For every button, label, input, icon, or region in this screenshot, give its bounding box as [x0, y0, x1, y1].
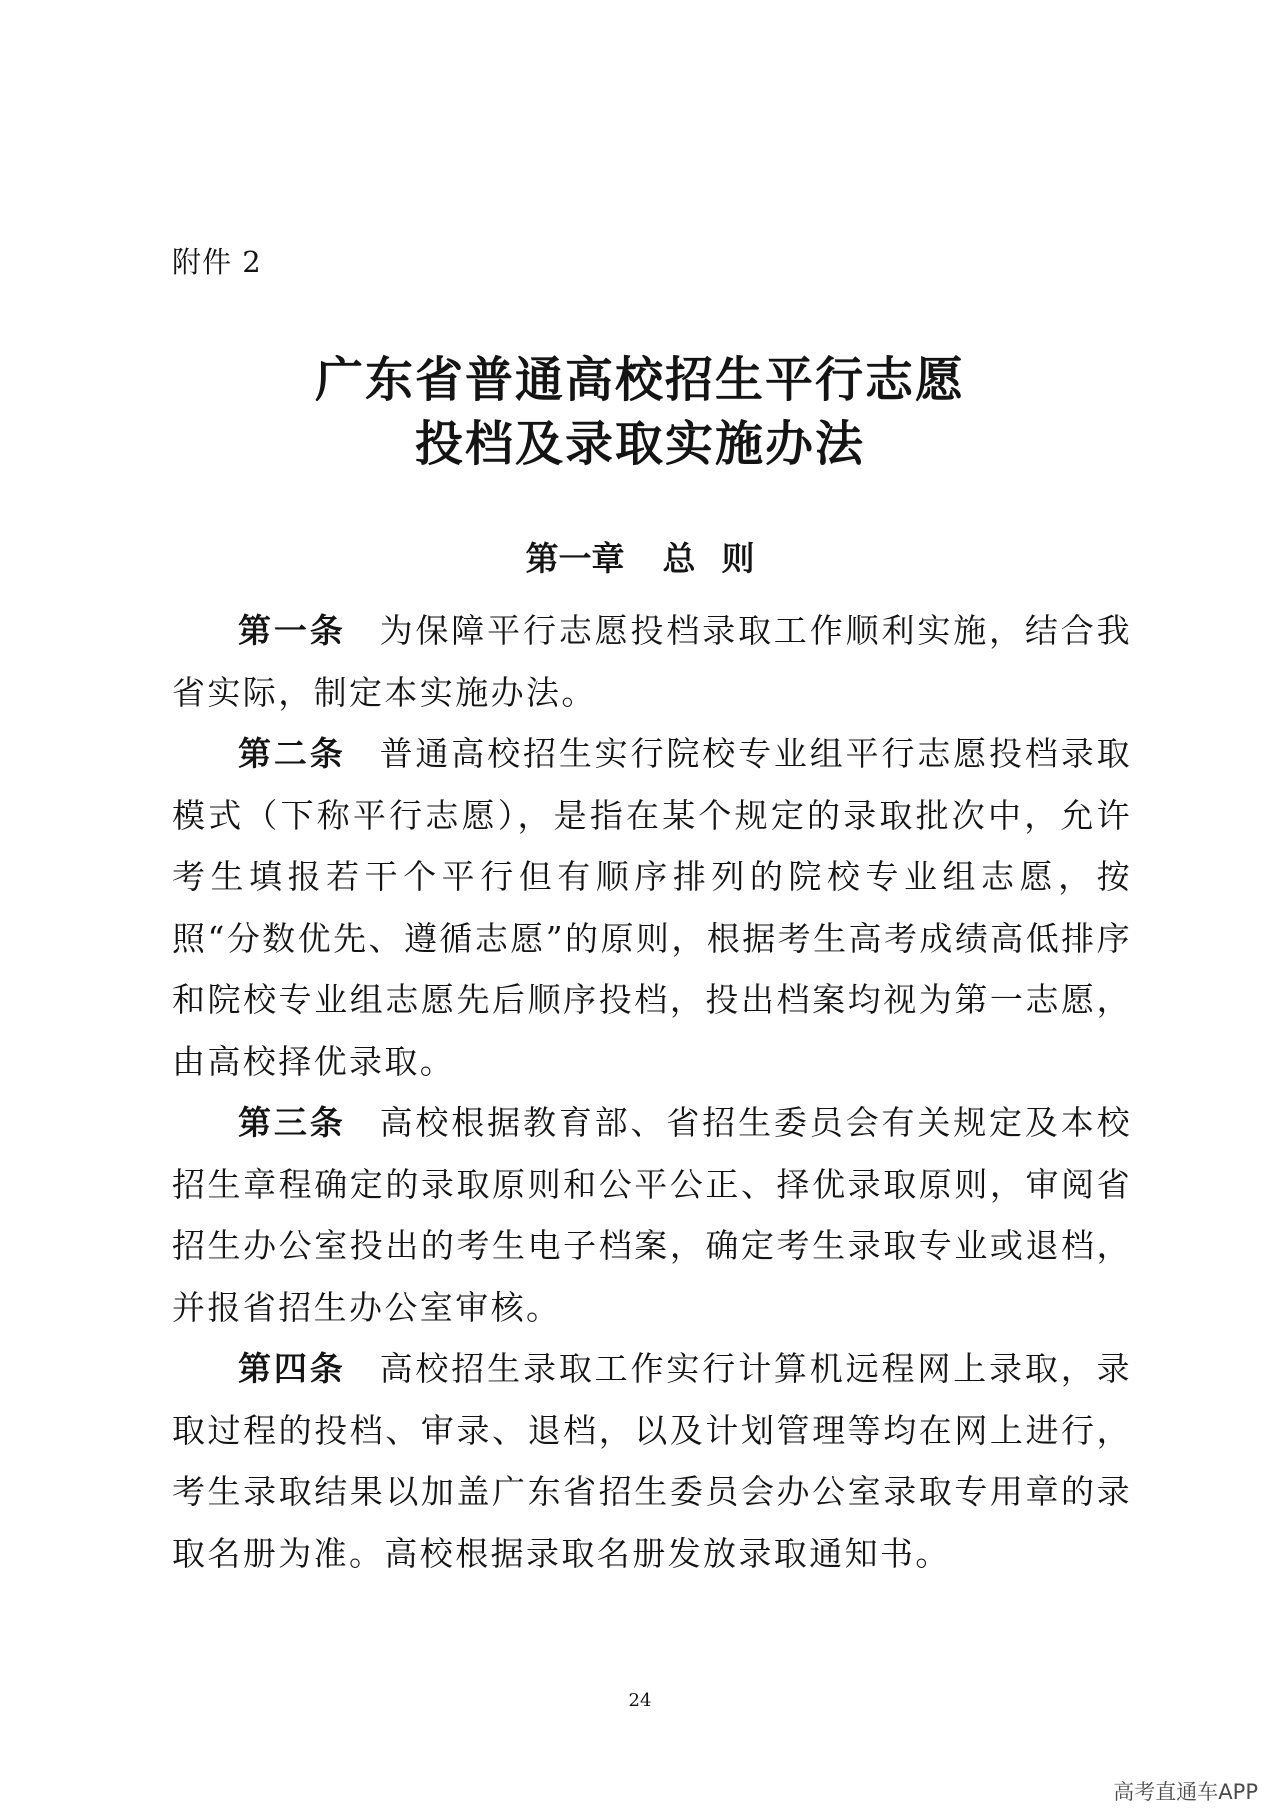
article-text: 普通高校招生实行院校专业组平行志愿投档录取模式（下称平行志愿），是指在某个规定的录取批次中，允许考生填报若干个平行但有顺序排列的院校专业组志愿，按照“分数优先、遵循志愿”的原则，根据考生高考成绩高低排序和院校专业组志愿先后顺序投档，投出档案均视为第一志愿，由高校择优录取。: [172, 734, 1132, 1081]
chapter-heading: [0, 539, 1280, 578]
article-4: [172, 1338, 1132, 1584]
article-2: [172, 723, 1132, 1092]
article-list: [172, 600, 1132, 1584]
article-text: 高校根据教育部、省招生委员会有关规定及本校招生章程确定的录取原则和公平公正、择优录取原则，审阅省招生办公室投出的考生电子档案，确定考生录取专业或退档，并报省招生办公室审核。: [172, 1103, 1132, 1327]
article-1: [172, 600, 1132, 723]
article-label: 第一条: [238, 611, 346, 650]
document-title-line-2: 投档及录取实施办法: [414, 416, 865, 472]
chapter-number: 第一章: [525, 539, 625, 578]
page-number: 24: [628, 1690, 652, 1711]
article-3: [172, 1092, 1132, 1338]
document-title-line-1: 广东省普通高校招生平行志愿: [314, 352, 965, 408]
article-label: 第四条: [238, 1349, 346, 1388]
watermark: 高考直通车APP: [1113, 1780, 1258, 1804]
article-label: 第三条: [238, 1103, 346, 1142]
article-text: 高校招生录取工作实行计算机远程网上录取，录取过程的投档、审录、退档，以及计划管理等均在网上进行，考生录取结果以加盖广东省招生委员会办公室录取专用章的录取名册为准。高校根据录取名册发放录取通知书。: [172, 1349, 1132, 1573]
attachment-label: 附件 2: [172, 245, 262, 279]
chapter-name-part2: 则: [721, 539, 755, 578]
chapter-name-part1: 总: [662, 539, 696, 578]
article-text: 为保障平行志愿投档录取工作顺利实施，结合我省实际，制定本实施办法。: [172, 611, 1132, 712]
article-label: 第二条: [238, 734, 346, 773]
